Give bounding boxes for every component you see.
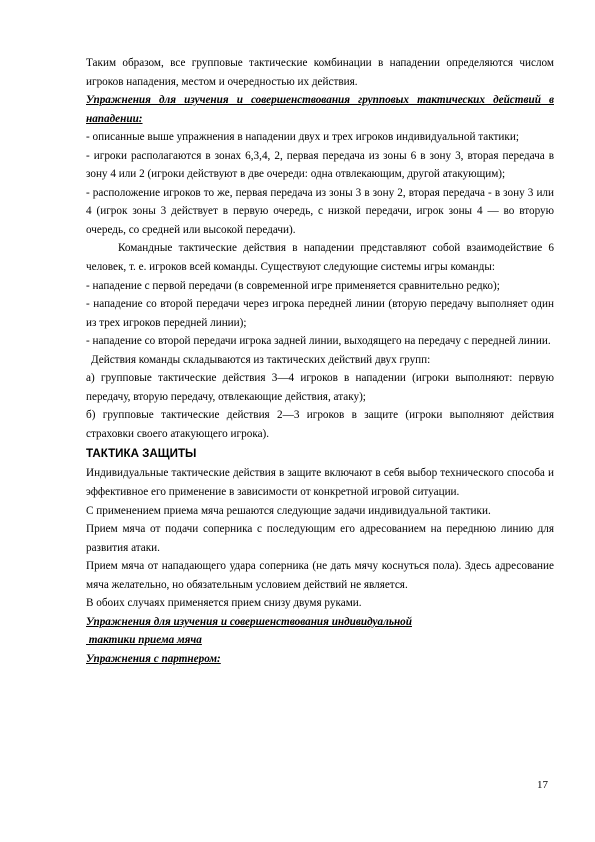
subheading-reception-exercises [86, 613, 554, 650]
paragraph-team-tactics: Командные тактические действия в нападении представляют собой взаимодействие 6 человек, т. е. игроков всей команды. Существуют следующие системы игры команды: [86, 242, 554, 274]
list-item-exercise-1: - описанные выше упражнения в нападении двух и трех игроков индивидуальной тактики; [86, 131, 519, 144]
list-item-group-a: а) групповые тактические действия 3—4 игроков в нападении (игроки выполняют: первую передачу, вторую передачу, отвлекающие действия, атаку); [86, 372, 554, 403]
subheading-reception-line-1: Упражнения для изучения и совершенствования индивидуальной [86, 615, 412, 628]
section-heading-defense-tactics: ТАКТИКА ЗАЩИТЫ [86, 447, 197, 461]
list-item-system-2: - нападение со второй передачи через игрока передней линии (вторую передачу выполняет один из трех игроков передней линии); [86, 298, 554, 329]
list-item-exercise-3: - расположение игроков то же, первая передача из зоны 3 в зону 2, вторая передача - в зону 3 или 4 (игрок зоны 3 действует в первую очередь, с низкой передачи, игрок зоны 4 — во вторую очередь, со средней или высокой передачи). [86, 186, 554, 236]
subheading-group-attack-exercises: Упражнения для изучения и совершенствования групповых тактических действий в нападении: [86, 94, 554, 125]
subheading-reception-line-2: тактики приема мяча [86, 634, 202, 647]
paragraph-serve-reception: Прием мяча от подачи соперника с последующим его адресованием на переднюю линию для развития атаки. [86, 523, 554, 554]
page-number: 17 [537, 779, 548, 791]
paragraph-individual-defense: Индивидуальные тактические действия в защите включают в себя выбор технического способа и эффективное его применение в зависимости от конкретной игровой ситуации. [86, 467, 554, 499]
paragraph-attack-reception: Прием мяча от нападающего удара соперника (не дать мячу коснуться пола). Здесь адресование мяча желательно, но обязательным условием действий не является. [86, 560, 554, 591]
list-item-system-1: - нападение с первой передачи (в современной игре применяется сравнительно редко); [86, 279, 500, 292]
list-item-system-3: - нападение со второй передачи игрока задней линии, выходящего на передачу с передней линии. [86, 335, 551, 348]
paragraph-two-hands-reception: В обоих случаях применяется прием снизу двумя руками. [86, 597, 362, 610]
subheading-partner-exercises: Упражнения с партнером: [86, 652, 221, 665]
list-item-exercise-2: - игроки располагаются в зонах 6,3,4, 2, первая передача из зоны 6 в зону 3, вторая передача в зону 4 или 2 (игроки действуют в две очереди: одна отвлекающим, другой атакующим); [86, 149, 554, 181]
document-body [86, 54, 554, 669]
paragraph-group-combinations: Таким образом, все групповые тактические комбинации в нападении определяются числом игроков нападения, местом и очередностью их действия. [86, 57, 554, 88]
paragraph-ball-reception-tasks: С применением приема мяча решаются следующие задачи индивидуальной тактики. [86, 504, 491, 517]
list-item-group-b: б) групповые тактические действия 2—3 игроков в защите (игроки выполняют действия страховки своего атакующего игрока). [86, 409, 554, 440]
paragraph-team-actions: Действия команды складываются из тактических действий двух групп: [91, 353, 431, 366]
